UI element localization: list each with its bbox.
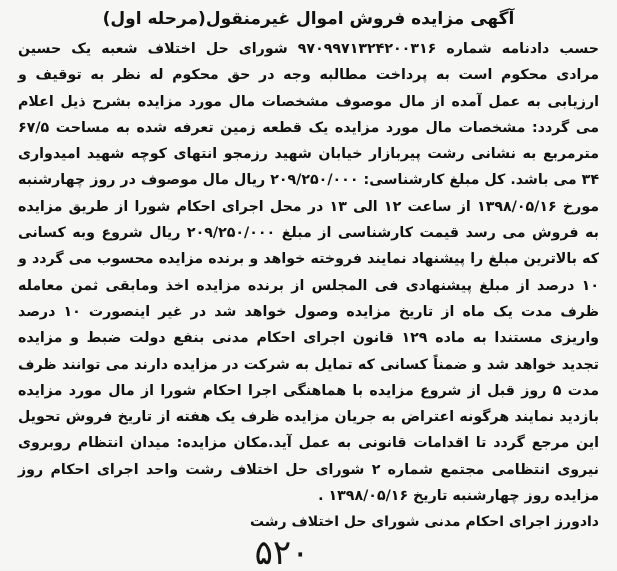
notice-title: آگهی مزایده فروش اموال غیرمنقول(مرحله اول): [102, 9, 515, 29]
signature-line: دادورز اجرای احکام مدنی شورای حل اختلاف رشت: [249, 514, 599, 530]
notice-body: حسب دادنامه شماره ۹۷۰۹۹۷۱۳۲۴۲۰۰۳۱۶ شورای حل اختلاف شعبه یک حسین مرادی محکوم است به پرداخت مطالبه وجه در حق محکوم له نظر به توقیف و ارزیابی به عمل آمده از مال موصوف مشخصات مال مورد مزایده بشرح ذیل اعلام می گردد: مشخصات مال مورد مزایده یک قطعه زمین تعرفه شده به مساحت ۶۷/۵ مترمربع به نشانی رشت پیربازار خیابان شهید رزمجو انتهای کوچه شهید امیدواری ۳۴ می باشد. کل مبلغ کارشناسی: ۲۰۹/۲۵۰/۰۰۰ ریال مال موصوف در روز چهارشنبه مورخ ۱۳۹۸/۰۵/۱۶ از ساعت ۱۲ الی ۱۳ در محل اجرای احکام شورا از طریق مزایده به فروش می رسد قیمت کارشناسی از مبلغ ۲۰۹/۲۵۰/۰۰۰ ریال شروع وبه کسانی که بالاترین مبلغ را پیشنهاد نمایند فروخته خواهد و برنده مزایده محسوب می گردد و ۱۰ درصد از مبلغ پیشنهادی فی المجلس از برنده مزایده اخذ ومابقی ثمن معامله ظرف مدت یک ماه از تاریخ مزایده وصول خواهد شد در غیر اینصورت ۱۰ درصد واریزی مستندا به ماده ۱۲۹ قانون اجرای احکام مدنی بنفع دولت ضبط و مزایده تجدید خواهد شد و ضمناً کسانی که تمایل به شرکت در مزایده دارند می توانند ظرف مدت ۵ روز قبل از شروع مزایده با هماهنگی اجرا احکام شورا از مال مورد مزایده بازدید نمایند هرگونه اعتراض به جریان مزایده ظرف یک هفته از تاریخ فروش تحویل این مرجع گردد تا اقدامات قانونی به عمل آید.مکان مزایده: میدان انتظام روبروی نیروی انتظامی مجتمع شماره ۲ شورای حل اختلاف رشت واحد اجرای احکام روز مزایده روز چهارشنبه تاریخ ۱۳۹۸/۰۵/۱۶ .: [18, 41, 600, 505]
handwritten-number-text: ۵۲۰: [254, 533, 310, 571]
handwritten-number-mark: [232, 531, 332, 571]
